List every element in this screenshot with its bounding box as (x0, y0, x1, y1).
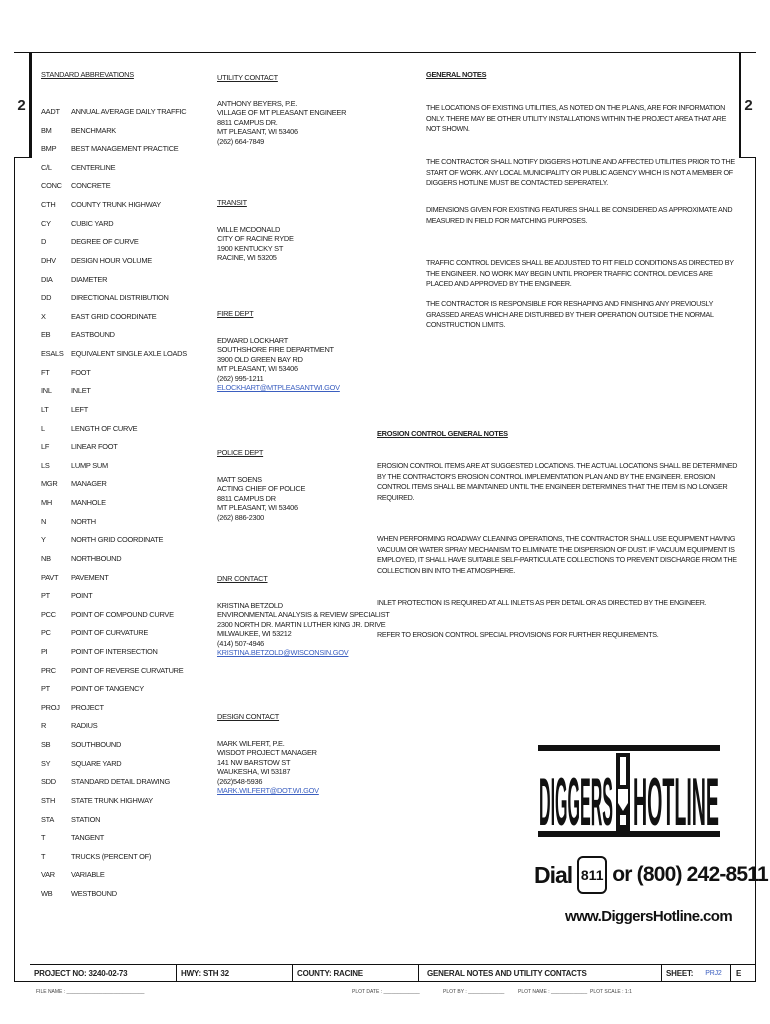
dnr-email-link[interactable]: KRISTINA.BETZOLD@WISCONSIN.GOV (217, 648, 349, 658)
sheet-value: PRJ2 (705, 970, 722, 977)
sheet-number-tab-right (740, 52, 756, 158)
contact-line: (414) 507-4946 (217, 638, 265, 648)
abbreviation-description: CONCRETE (71, 181, 111, 191)
abbreviation-description: NORTHBOUND (71, 553, 122, 563)
abbreviation-description: RADIUS (71, 721, 98, 731)
sheet-border (14, 52, 756, 982)
abbreviation-description: BENCHMARK (71, 125, 116, 135)
abbreviation-description: INLET (71, 386, 91, 396)
abbreviation-code: WB (41, 889, 53, 899)
abbreviation-code: MH (41, 498, 52, 508)
abbreviation-description: POINT OF INTERSECTION (71, 646, 158, 656)
project-number: PROJECT NO: 3240-02-73 (30, 964, 176, 982)
abbreviation-description: DIRECTIONAL DISTRIBUTION (71, 293, 169, 303)
abbreviation-description: POINT OF REVERSE CURVATURE (71, 665, 184, 675)
abbreviation-code: CONC (41, 181, 62, 191)
contact-line: 8811 CAMPUS DR (217, 493, 276, 503)
abbreviation-code: LF (41, 442, 50, 452)
sheet-letter: E (731, 964, 756, 982)
abbreviation-description: POINT OF CURVATURE (71, 628, 149, 638)
contact-line: MT PLEASANT, WI 53406 (217, 127, 298, 137)
utility-contact-heading: UTILITY CONTACT (217, 73, 278, 82)
abbreviation-code: L (41, 423, 45, 433)
dnr-contact-block (217, 601, 390, 657)
abbreviation-description: NORTH GRID COORDINATE (71, 535, 164, 545)
abbreviation-description: MANHOLE (71, 498, 106, 508)
contact-line: WISDOT PROJECT MANAGER (217, 748, 317, 758)
abbreviation-code: CY (41, 218, 51, 228)
contact-line: 1900 KENTUCKY ST (217, 243, 284, 253)
abbreviation-code: ESALS (41, 349, 64, 359)
abbreviation-description: STANDARD DETAIL DRAWING (71, 777, 170, 787)
general-note-5: THE CONTRACTOR IS RESPONSIBLE FOR RESHAPING AND FINISHING ANY PREVIOUSLY GRASSED AREAS WHICH ARE DISTURBED BY THEIR OPERATION OUTSIDE THE NORMAL CONSTRUCTION LIMITS. (426, 299, 714, 329)
abbreviation-code: X (41, 311, 46, 321)
logo-word-hotline: HOTLINE (633, 764, 719, 839)
abbreviation-code: FT (41, 367, 50, 377)
abbreviation-code: T (41, 833, 46, 843)
sheet-title: GENERAL NOTES AND UTILITY CONTACTS (419, 964, 661, 982)
sheet-number-right: 2 (744, 96, 753, 114)
abbreviation-code: PAVT (41, 572, 59, 582)
plot-by-field: PLOT BY : _____________ (443, 989, 505, 995)
abbreviation-code: PT (41, 684, 50, 694)
abbreviation-description: LEFT (71, 404, 89, 414)
abbreviation-description: STATE TRUNK HIGHWAY (71, 795, 153, 805)
abbreviation-code: NB (41, 553, 51, 563)
abbreviation-description: WESTBOUND (71, 889, 117, 899)
abbreviation-description: POINT (71, 591, 93, 601)
abbreviation-description: CUBIC YARD (71, 218, 114, 228)
contact-line: WAUKESHA, WI 53187 (217, 767, 291, 777)
abbreviation-code: BM (41, 125, 52, 135)
abbreviation-code: R (41, 721, 47, 731)
contact-line: SOUTHSHORE FIRE DEPARTMENT (217, 345, 334, 355)
logo-word-diggers: DIGGERS (539, 764, 613, 839)
abbreviation-description: DEGREE OF CURVE (71, 237, 139, 247)
contact-line: 3900 OLD GREEN BAY RD (217, 354, 303, 364)
contact-line: WILLE MCDONALD (217, 225, 281, 234)
plot-name-field: PLOT NAME : _____________ (518, 989, 588, 995)
abbreviation-description: DESIGN HOUR VOLUME (71, 255, 152, 265)
erosion-notes-heading: EROSION CONTROL GENERAL NOTES (377, 429, 508, 438)
contact-line: 2300 NORTH DR. MARTIN LUTHER KING JR. DRIVE (217, 619, 386, 629)
police-dept-block (217, 475, 305, 522)
contact-line: ENVIRONMENTAL ANALYSIS & REVIEW SPECIALIST (217, 610, 390, 620)
abbreviation-code: PC (41, 628, 51, 638)
design-contact-block (217, 739, 319, 795)
general-notes-heading: GENERAL NOTES (426, 70, 487, 79)
abbreviations-heading: STANDARD ABBREVATIONS (41, 70, 134, 79)
transit-block (217, 225, 294, 263)
contact-line: VILLAGE OF MT PLEASANT ENGINEER (217, 108, 347, 118)
erosion-note-4: REFER TO EROSION CONTROL SPECIAL PROVISIONS FOR FURTHER REQUIREMENTS. (377, 630, 659, 639)
contact-line: ACTING CHIEF OF POLICE (217, 484, 306, 494)
contact-line: MT PLEASANT, WI 53406 (217, 503, 298, 513)
abbreviation-description: EASTBOUND (71, 330, 115, 340)
abbreviation-description: PAVEMENT (71, 572, 109, 582)
abbreviation-code: AADT (41, 107, 60, 116)
fire-dept-heading: FIRE DEPT (217, 309, 254, 318)
design-contact-heading: DESIGN CONTACT (217, 712, 280, 721)
abbreviation-code: C/L (41, 162, 52, 172)
contact-line: MARK WILFERT, P.E. (217, 739, 285, 748)
abbreviation-description: LUMP SUM (71, 460, 108, 470)
abbreviation-code: INL (41, 386, 52, 396)
erosion-note-3: INLET PROTECTION IS REQUIRED AT ALL INLETS AS PER DETAIL OR AS DIRECTED BY THE ENGINEER. (377, 598, 707, 607)
contact-line: MATT SOENS (217, 475, 262, 484)
abbreviation-code: LS (41, 460, 50, 470)
phone-number[interactable]: or (800) 242-8511 (612, 863, 768, 886)
dnr-contact-heading: DNR CONTACT (217, 574, 268, 583)
contact-line: (262) 664-7849 (217, 136, 265, 146)
diggers-hotline-logo-graphic (538, 743, 720, 839)
diggers-hotline-logo (538, 743, 720, 839)
contact-line: RACINE, WI 53205 (217, 253, 277, 263)
abbreviation-code: STA (41, 814, 55, 824)
abbreviation-code: T (41, 851, 46, 861)
general-note-1: THE LOCATIONS OF EXISTING UTILITIES, AS NOTED ON THE PLANS, ARE FOR INFORMATION ONLY. THERE MAY BE OTHER UTILITY INSTALLATIONS WITHIN THE PROJECT AREA THAT ARE NOT SHOWN. (426, 103, 727, 133)
abbreviation-description: TANGENT (71, 833, 105, 843)
abbreviation-description: LENGTH OF CURVE (71, 423, 138, 433)
sheet-label: SHEET: (666, 969, 694, 978)
highway: HWY: STH 32 (177, 964, 292, 982)
contact-line: (262)548-5936 (217, 776, 263, 786)
abbreviation-code: D (41, 237, 47, 247)
sheet-number-tab-left (14, 52, 30, 158)
abbreviation-description: FOOT (71, 367, 91, 377)
contact-line: (262) 995-1211 (217, 373, 264, 383)
abbreviation-description: PROJECT (71, 702, 104, 712)
abbreviation-description: TRUCKS (PERCENT OF) (71, 851, 152, 861)
abbreviation-code: SB (41, 740, 51, 750)
abbreviation-description: LINEAR FOOT (71, 442, 118, 452)
contact-line: 8811 CAMPUS DR. (217, 117, 278, 127)
abbreviation-description: MANAGER (71, 479, 107, 489)
plot-scale-field: PLOT SCALE : 1:1 (590, 989, 632, 995)
abbreviation-description: EAST GRID COORDINATE (71, 311, 157, 321)
tab-divider-left (30, 52, 32, 158)
abbreviation-code: CTH (41, 200, 56, 210)
abbreviation-description: POINT OF TANGENCY (71, 684, 144, 694)
utility-contact-block (217, 99, 346, 146)
plot-date-field: PLOT DATE : _____________ (352, 989, 420, 995)
abbreviation-code: DD (41, 293, 52, 303)
abbreviation-code: LT (41, 404, 49, 414)
erosion-note-1: EROSION CONTROL ITEMS ARE AT SUGGESTED LOCATIONS. THE ACTUAL LOCATIONS SHALL BE DETERMINED BY THE CONTRACTOR'S EROSION CONTROL IMPLEMENTATION PLAN AND BY THE ENGINEER. EROSION CONTROL ITEMS SHALL BE MAINTAINED UNTIL THE ENGINEER DETERMINES THAT THE ITEM IS NO LONGER REQUIRED. (377, 461, 738, 502)
abbreviation-code: PROJ (41, 702, 60, 712)
dial-811-line (534, 857, 768, 893)
contact-line: EDWARD LOCKHART (217, 336, 288, 345)
transit-heading: TRANSIT (217, 198, 247, 207)
abbreviation-code: PT (41, 591, 50, 601)
contact-line: 141 NW BARSTOW ST (217, 757, 291, 767)
abbreviation-description: VARIABLE (71, 870, 105, 880)
general-note-2: THE CONTRACTOR SHALL NOTIFY DIGGERS HOTLINE AND AFFECTED UTILITIES PRIOR TO THE START OF WORK. ANY LOCAL MUNICIPALITY OR PUBLIC AGENCY WHICH IS NOT A MEMBER OF DIGGERS HOTLINE MUST BE CONTACTED SEPERATELY. (426, 157, 735, 187)
abbreviation-code: PCC (41, 609, 56, 619)
abbreviation-code: STH (41, 795, 56, 805)
abbreviation-description: SOUTHBOUND (71, 740, 122, 750)
abbreviation-description: EQUIVALENT SINGLE AXLE LOADS (71, 349, 187, 359)
contact-line: KRISTINA BETZOLD (217, 601, 283, 610)
general-note-3: DIMENSIONS GIVEN FOR EXISTING FEATURES SHALL BE CONSIDERED AS APPROXIMATE AND MEASURED IN FIELD FOR MATCHING PURPOSES. (426, 205, 733, 225)
abbreviation-code: DHV (41, 255, 56, 265)
abbreviation-description: POINT OF COMPOUND CURVE (71, 609, 174, 619)
contact-line: (262) 886-2300 (217, 512, 265, 522)
abbreviation-code: EB (41, 330, 51, 340)
abbreviation-code: PI (41, 646, 48, 656)
abbreviation-code: N (41, 516, 47, 526)
abbreviation-description: BEST MANAGEMENT PRACTICE (71, 144, 179, 154)
police-dept-heading: POLICE DEPT (217, 448, 264, 457)
dial-label: Dial (534, 861, 573, 888)
fire-dept-block (217, 336, 340, 392)
abbreviation-code: SDD (41, 777, 56, 787)
contact-line: MILWAUKEE, WI 53212 (217, 629, 292, 639)
general-note-4: TRAFFIC CONTROL DEVICES SHALL BE ADJUSTED TO FIT FIELD CONDITIONS AS DIRECTED BY THE ENGINEER. NO WORK MAY BEGIN UNTIL PROPER TRAFFIC CONTROL DEVICES ARE PLACED AND APPROVED BY THE ENGINEER. (426, 258, 734, 288)
abbreviation-code: PRC (41, 665, 56, 675)
abbreviation-code: Y (41, 535, 46, 545)
sheet-number-left: 2 (17, 96, 26, 114)
811-badge: 811 (577, 856, 607, 894)
sheet-field (662, 964, 730, 982)
contact-line: MT PLEASANT, WI 53406 (217, 364, 298, 374)
abbreviation-code: VAR (41, 870, 55, 880)
abbreviation-description: ANNUAL AVERAGE DAILY TRAFFIC (71, 107, 187, 116)
abbreviation-description: DIAMETER (71, 274, 108, 284)
abbreviation-code: MGR (41, 479, 58, 489)
abbreviation-code: BMP (41, 144, 57, 154)
diggers-hotline-url[interactable]: www.DiggersHotline.com (565, 908, 733, 925)
county: COUNTY: RACINE (293, 964, 418, 982)
abbreviation-description: SQUARE YARD (71, 758, 122, 768)
abbreviation-description: NORTH (71, 516, 96, 526)
abbreviation-code: SY (41, 758, 51, 768)
design-email-link[interactable]: MARK.WILFERT@DOT.WI.GOV (217, 786, 319, 796)
abbreviation-description: COUNTY TRUNK HIGHWAY (71, 200, 161, 210)
fire-dept-email-link[interactable]: ELOCKHART@MTPLEASANTWI.GOV (217, 383, 340, 393)
abbreviation-code: DIA (41, 274, 53, 284)
contact-line: ANTHONY BEYERS, P.E. (217, 99, 298, 108)
abbreviation-description: STATION (71, 814, 101, 824)
abbreviation-description: CENTERLINE (71, 162, 116, 172)
file-name-field: FILE NAME : ____________________________ (36, 989, 145, 995)
contact-line: CITY OF RACINE RYDE (217, 234, 294, 244)
erosion-note-2: WHEN PERFORMING ROADWAY CLEANING OPERATIONS, THE CONTRACTOR SHALL USE EQUIPMENT HAVING VACUUM OR WATER SPRAY MECHANISM TO ELIMINATE THE DISPERSION OF DUST. IF VACUUM EQUIPMENT IS EMPLOYED, IT SHALL HAVE SUITABLE SELF-PARTICULATE COLLECTIONS TO PREVENT DISCHARGE FROM THE COLLECTION BIN INTO THE ATMOSPHERE. (377, 534, 737, 575)
